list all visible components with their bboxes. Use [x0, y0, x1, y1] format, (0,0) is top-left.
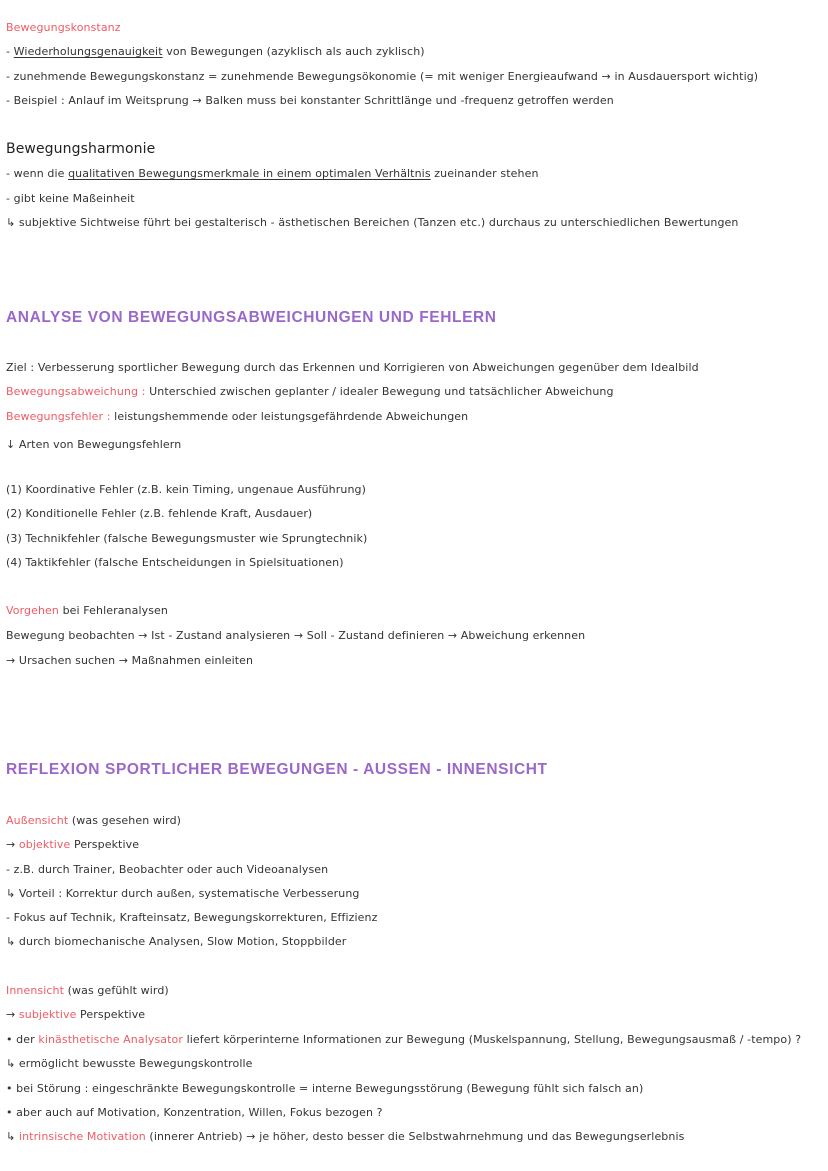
- reflexion-section-title: REFLEXION SPORTLICHER BEWEGUNGEN - AUSSEN - INNENSICHT: [6, 761, 548, 778]
- line-text: - wenn die: [6, 167, 69, 180]
- bewegungsharmonie-heading: Bewegungsharmonie: [6, 141, 156, 157]
- innensicht-line-1: [6, 1032, 820, 1047]
- bewegungsharmonie-line-1: [6, 166, 820, 181]
- aussensicht-perspektive: [6, 837, 820, 852]
- vorgehen-line: [6, 603, 820, 618]
- innensicht-line-2: ↳ ermöglicht bewusste Bewegungskontrolle: [6, 1057, 253, 1070]
- motivation-term: intrinsische Motivation: [18, 1130, 146, 1143]
- line-text: (was gesehen wird): [68, 814, 182, 827]
- arrow: →: [6, 838, 19, 851]
- fehler-item-3: (3) Technikfehler (falsche Bewegungsmuster wie Sprungtechnik): [6, 532, 368, 545]
- aussensicht-term: Außensicht: [6, 814, 69, 827]
- bewegungskonstanz-line-3: - Beispiel : Anlauf im Weitsprung → Balken muss bei konstanter Schrittlänge und -frequenz getroffen werden: [6, 94, 614, 107]
- line-text: Perspektive: [70, 838, 140, 851]
- analysator-term: kinästhetische Analysator: [38, 1033, 184, 1046]
- line-text: zueinander stehen: [430, 167, 539, 180]
- innensicht-line-3: • bei Störung : eingeschränkte Bewegungskontrolle = interne Bewegungsstörung (Bewegung fühlt sich falsch an): [6, 1082, 644, 1095]
- fehler-item-2: (2) Konditionelle Fehler (z.B. fehlende Kraft, Ausdauer): [6, 507, 313, 520]
- vorgehen-steps-1: Bewegung beobachten → Ist - Zustand analysieren → Soll - Zustand definieren → Abweichung erkennen: [6, 629, 586, 642]
- definition-bewegungsfehler: [6, 409, 820, 424]
- fehler-item-1: (1) Koordinative Fehler (z.B. kein Timing, ungenaue Ausführung): [6, 483, 366, 496]
- underlined-term: Wiederholungsgenauigkeit: [13, 45, 163, 58]
- innensicht-term: Innensicht: [6, 984, 65, 997]
- innensicht-heading: [6, 983, 820, 998]
- bewegungsharmonie-line-2: - gibt keine Maßeinheit: [6, 192, 135, 205]
- perspective-term: objektive: [18, 838, 71, 851]
- line-text: liefert körperinterne Informationen zur Bewegung (Muskelspannung, Stellung, Bewegungsausmaß / -tempo) ?: [183, 1033, 802, 1046]
- bewegungskonstanz-heading: Bewegungskonstanz: [6, 21, 121, 34]
- arrow: ↳: [6, 1130, 19, 1143]
- bullet: • der: [6, 1033, 39, 1046]
- arten-line: ↓ Arten von Bewegungsfehlern: [6, 438, 182, 451]
- arrow: →: [6, 1008, 19, 1021]
- aussensicht-line-2: ↳ Vorteil : Korrektur durch außen, systematische Verbesserung: [6, 887, 360, 900]
- definition-bewegungsabweichung: [6, 384, 820, 399]
- fehler-item-4: (4) Taktikfehler (falsche Entscheidungen in Spielsituationen): [6, 556, 344, 569]
- line-text: von Bewegungen (azyklisch als auch zyklisch): [162, 45, 425, 58]
- vorgehen-term: Vorgehen: [6, 604, 59, 617]
- bullet: -: [6, 45, 14, 58]
- line-text: bei Fehleranalysen: [59, 604, 168, 617]
- innensicht-perspektive: [6, 1007, 820, 1022]
- aussensicht-line-3: - Fokus auf Technik, Krafteinsatz, Bewegungskorrekturen, Effizienz: [6, 911, 378, 924]
- underlined-term: qualitativen Bewegungsmerkmale in einem optimalen Verhältnis: [68, 167, 431, 180]
- definition-term: Bewegungsfehler :: [6, 410, 111, 423]
- definition-text: leistungshemmende oder leistungsgefährdende Abweichungen: [110, 410, 469, 423]
- aussensicht-heading: [6, 813, 820, 828]
- aussensicht-line-4: ↳ durch biomechanische Analysen, Slow Motion, Stoppbilder: [6, 935, 347, 948]
- line-text: (was gefühlt wird): [64, 984, 169, 997]
- ziel-line: Ziel : Verbesserung sportlicher Bewegung durch das Erkennen und Korrigieren von Abweichungen gegenüber dem Idealbild: [6, 361, 699, 374]
- vorgehen-steps-2: → Ursachen suchen → Maßnahmen einleiten: [6, 654, 254, 667]
- line-text: (innerer Antrieb) → je höher, desto besser die Selbstwahrnehmung und das Bewegungserlebnis: [145, 1130, 685, 1143]
- definition-text: Unterschied zwischen geplanter / idealer Bewegung und tatsächlicher Abweichung: [145, 385, 614, 398]
- line-text: Perspektive: [76, 1008, 146, 1021]
- innensicht-line-4: • aber auch auf Motivation, Konzentration, Willen, Fokus bezogen ?: [6, 1106, 383, 1119]
- aussensicht-line-1: - z.B. durch Trainer, Beobachter oder auch Videoanalysen: [6, 863, 329, 876]
- perspective-term: subjektive: [18, 1008, 77, 1021]
- bewegungskonstanz-line-2: - zunehmende Bewegungskonstanz = zunehmende Bewegungsökonomie (= mit weniger Energieaufwand → in Ausdauersport wichtig): [6, 70, 759, 83]
- innensicht-line-5: [6, 1129, 820, 1144]
- analyse-section-title: ANALYSE VON BEWEGUNGSABWEICHUNGEN UND FEHLERN: [6, 309, 497, 326]
- definition-term: Bewegungsabweichung :: [6, 385, 146, 398]
- bewegungsharmonie-line-3: ↳ subjektive Sichtweise führt bei gestalterisch - ästhetischen Bereichen (Tanzen etc.) durchaus zu unterschiedlichen Bewertungen: [6, 216, 739, 229]
- bewegungskonstanz-line-1: [6, 44, 820, 59]
